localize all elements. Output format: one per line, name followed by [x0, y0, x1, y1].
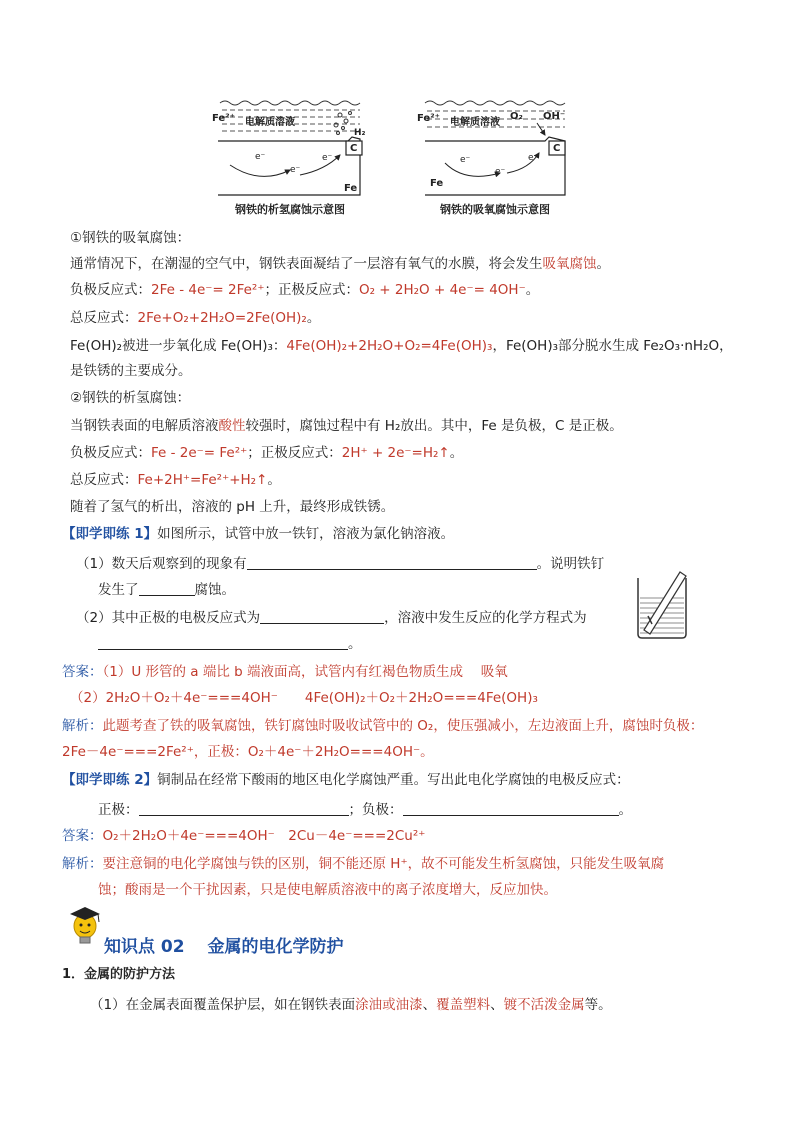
- exercise-2-blanks: 正极： ；负极： 。: [98, 802, 632, 818]
- right-electron-label-1: e⁻: [460, 155, 471, 165]
- exercise-2-explanation-2: 蚀；酸雨是一个干扰因素，只是使电解质溶液中的离子浓度增大，反应加快。: [98, 882, 557, 898]
- exercise-2-stem: 【即学即练 2】铜制品在经常下酸雨的地区电化学腐蚀严重。写出此电化学腐蚀的电极反应式：: [62, 772, 630, 788]
- section-heading: 知识点 02 金属的电化学防护: [104, 937, 344, 957]
- q2-electrode-blank[interactable]: [260, 609, 384, 624]
- oxygen-intro: 通常情况下，在潮湿的空气中，钢铁表面凝结了一层溶有氧气的水膜，将会发生吸氧腐蚀。: [70, 256, 610, 272]
- right-electron-label-2: e⁻: [495, 167, 506, 177]
- right-caption: 钢铁的吸氧腐蚀示意图: [440, 203, 550, 216]
- hydrogen-intro: 当钢铁表面的电解质溶液酸性较强时，腐蚀过程中有 H₂放出。其中，Fe 是负极，C 是正极。: [70, 418, 623, 434]
- left-solution-label: 电解质溶液: [245, 117, 295, 128]
- left-electron-label-3: e⁻: [322, 153, 333, 163]
- exercise-1-answer-2: （2）2H₂O＋O₂＋4e⁻===4OH⁻ 4Fe(OH)₂＋O₂＋2H₂O===4Fe(OH)₃: [70, 690, 538, 706]
- exercise-1: [62, 524, 762, 764]
- oxygen-total-equation: 总反应式：2Fe+O₂+2H₂O=2Fe(OH)₂。: [70, 310, 321, 326]
- left-electron-label-2: e⁻: [290, 165, 301, 175]
- oxygen-rust-note: 是铁锈的主要成分。: [70, 363, 192, 379]
- exercise-2-explanation: 解析：要注意铜的电化学腐蚀与铁的区别，铜不能还原 H⁺，故不可能发生析氢腐蚀，只能发生吸氧腐: [62, 856, 665, 872]
- negative-electrode-blank[interactable]: [403, 801, 619, 816]
- left-h2-label: H₂: [354, 128, 366, 138]
- oxygen-title: ①钢铁的吸氧腐蚀：: [70, 230, 191, 246]
- positive-electrode-blank[interactable]: [139, 801, 349, 816]
- subsection-title: 1．金属的防护方法: [62, 967, 176, 982]
- right-electron-label-3: e⁻: [528, 153, 539, 163]
- oxygen-electrode-equations: 负极反应式：2Fe - 4e⁻= 2Fe²⁺；正极反应式：O₂ + 2H₂O + 4e⁻= 4OH⁻。: [70, 282, 540, 298]
- left-fe-label: Fe: [344, 183, 358, 194]
- q1-type-blank[interactable]: [139, 581, 195, 596]
- corrosion-figure: [210, 95, 580, 220]
- exercise-1-q2-cont: 。: [98, 634, 362, 654]
- exercise-1-q1-cont: 发生了 腐蚀。: [98, 582, 235, 598]
- right-oh-label: OH⁻: [543, 111, 566, 122]
- exercise-1-answer: 答案：（1）U 形管的 a 端比 b 端液面高，试管内有红褐色物质生成 吸氧: [62, 664, 508, 680]
- exercise-1-stem: 【即学即练 1】如图所示，试管中放一铁钉，溶液为氯化钠溶液。: [62, 526, 455, 542]
- hydrogen-title: ②钢铁的析氢腐蚀：: [70, 390, 191, 406]
- beaker-test-tube-icon: [632, 568, 692, 640]
- hydrogen-electrode-equations: 负极反应式：Fe - 2e⁻= Fe²⁺；正极反应式：2H⁺ + 2e⁻=H₂↑。: [70, 445, 464, 461]
- left-caption: 钢铁的析氢腐蚀示意图: [235, 203, 345, 216]
- hydrogen-ph-note: 随着了氢气的析出，溶液的 pH 上升，最终形成铁锈。: [70, 499, 395, 515]
- right-fe2-label: Fe²⁺: [417, 113, 440, 124]
- right-o2-label: O₂: [510, 111, 523, 122]
- exercise-1-tag: 【即学即练 1】: [62, 526, 158, 542]
- exercise-1-explanation: 解析：此题考查了铁的吸氧腐蚀，铁钉腐蚀时吸收试管中的 O₂，使压强减小，左边液面上升，腐蚀时负极：: [62, 718, 704, 734]
- graduate-lightbulb-icon: [66, 904, 104, 946]
- left-c-label: C: [350, 143, 358, 154]
- q1-answer-blank[interactable]: [247, 555, 537, 570]
- right-fe-label: Fe: [430, 178, 444, 189]
- left-electron-label-1: e⁻: [255, 152, 266, 162]
- exercise-2-tag: 【即学即练 2】: [62, 772, 158, 788]
- oxygen-further-oxidation: Fe(OH)₂被进一步氧化成 Fe(OH)₃：4Fe(OH)₂+2H₂O+O₂=4Fe(OH)₃，Fe(OH)₃部分脱水生成 Fe₂O₃·nH₂O，: [70, 338, 733, 354]
- q2-equation-blank[interactable]: [98, 635, 348, 650]
- hydrogen-total-equation: 总反应式：Fe+2H⁺=Fe²⁺+H₂↑。: [70, 472, 281, 488]
- right-c-label: C: [553, 143, 561, 154]
- exercise-1-q2: （2）其中正极的电极反应式为 ，溶液中发生反应的化学方程式为: [76, 610, 587, 626]
- exercise-2: [62, 770, 762, 900]
- protection-method-1: （1）在金属表面覆盖保护层，如在钢铁表面涂油或油漆、覆盖塑料、镀不活泼金属等。: [90, 997, 612, 1013]
- exercise-2-answer: 答案：O₂＋2H₂O＋4e⁻===4OH⁻ 2Cu－4e⁻===2Cu²⁺: [62, 828, 426, 844]
- right-solution-label: 电解质溶液: [450, 117, 500, 128]
- exercise-1-q1: （1）数天后观察到的现象有 。说明铁钉: [76, 556, 605, 572]
- exercise-1-explanation-2: 2Fe－4e⁻===2Fe²⁺，正极：O₂＋4e⁻＋2H₂O===4OH⁻。: [62, 744, 434, 760]
- left-fe2-label: Fe²⁺: [212, 113, 235, 124]
